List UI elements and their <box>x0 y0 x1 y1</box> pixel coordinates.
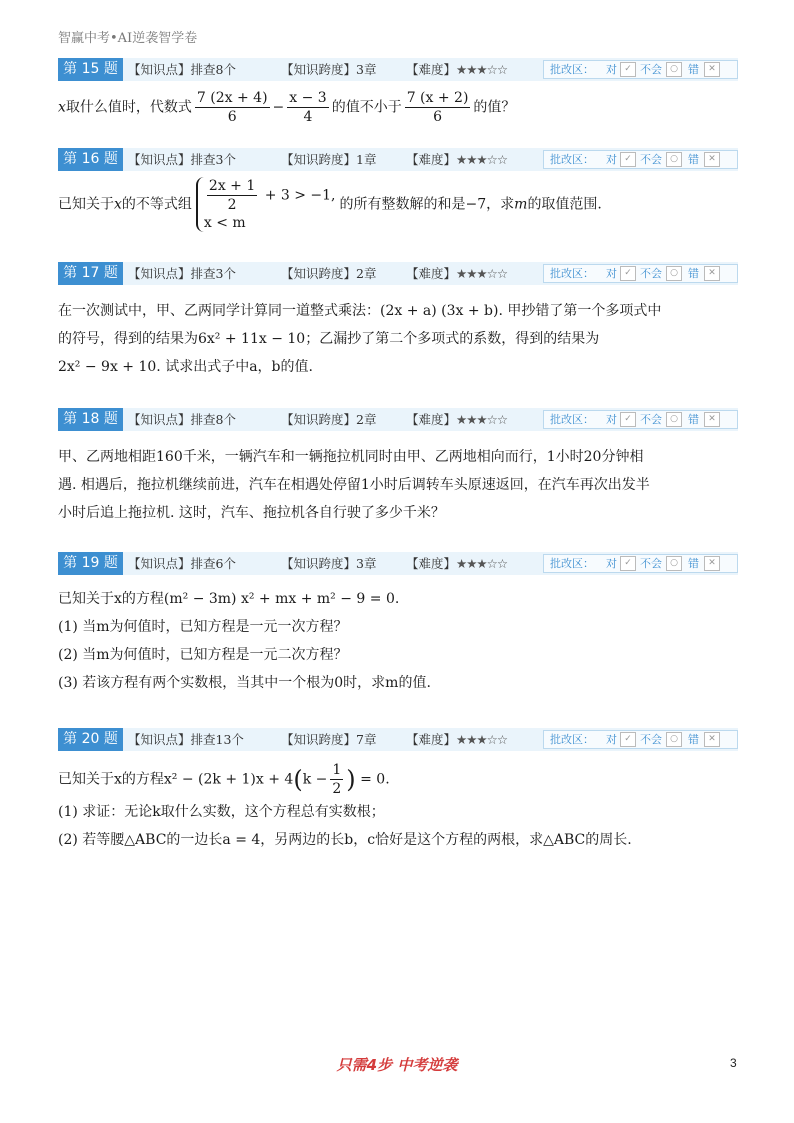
fraction: $\frac{7 (x + 2)}{6}$ <box>406 90 469 125</box>
wrong-checkbox[interactable]: ✕ <box>704 152 720 167</box>
question-19 <box>58 552 738 697</box>
question-number: 第 15 题 <box>58 58 123 81</box>
knowledge-span: 【知识跨度】7章 <box>281 732 377 747</box>
difficulty: 【难度】★★★☆☆ <box>406 62 508 77</box>
knowledge-span: 【知识跨度】2章 <box>281 266 377 281</box>
unknown-checkbox[interactable]: ○ <box>666 556 682 571</box>
knowledge-points: 【知识点】排查13个 <box>128 732 244 747</box>
footer-logo: 只需4步 中考逆袭 <box>336 1056 458 1074</box>
grading-area: 批改区： 对 ✓ 不会 ○ 错 ✕ <box>543 410 738 429</box>
knowledge-points: 【知识点】排查6个 <box>128 556 236 571</box>
fraction: $\frac{7 (2x + 4)}{6}$ <box>196 90 268 125</box>
grading-area: 批改区： 对 ✓ 不会 ○ 错 ✕ <box>543 264 738 283</box>
question-body: 已知关于x的方程(m² − 3m) x² + mx + m² − 9 = 0. (1) 当m为何值时，已知方程是一元一次方程？ (2) 当m为何值时，已知方程是一元二次方程？ (3) 若该方程有两个实数根，当其中一个根为0时，求m的值. <box>58 591 431 691</box>
question-number: 第 18 题 <box>58 408 123 431</box>
correct-checkbox[interactable]: ✓ <box>620 732 636 747</box>
question-number: 第 19 题 <box>58 552 123 575</box>
difficulty-stars: ★★★☆☆ <box>456 152 508 167</box>
unknown-checkbox[interactable]: ○ <box>666 152 682 167</box>
fraction: $\frac{1}{2}$ <box>332 762 342 797</box>
unknown-checkbox[interactable]: ○ <box>666 732 682 747</box>
difficulty-stars: ★★★☆☆ <box>456 556 508 571</box>
knowledge-span: 【知识跨度】3章 <box>281 62 377 77</box>
question-header <box>58 148 738 171</box>
wrong-checkbox[interactable]: ✕ <box>704 62 720 77</box>
question-header <box>58 552 738 575</box>
knowledge-points: 【知识点】排查8个 <box>128 62 236 77</box>
unknown-checkbox[interactable]: ○ <box>666 266 682 281</box>
running-title: 智赢中考•AI逆袭智学卷 <box>58 31 198 46</box>
question-16 <box>58 148 738 232</box>
correct-checkbox[interactable]: ✓ <box>620 556 636 571</box>
question-body: x取什么值时，代数式 $\frac{7 (2x + 4)}{6}$ − $\frac{x - 3}{4}$ 的值不小于 $\frac{7 (x + 2)}{6}$ 的值？ <box>58 90 516 125</box>
difficulty-stars: ★★★☆☆ <box>456 266 508 281</box>
question-body: 已知关于x的方程x² − (2k + 1)x + 4(k − $\frac{1}{2}$ ) = 0. (1) 求证：无论k取什么实数，这个方程总有实数根； (2) 若等腰△ABC的一边长a = 4，另两边的长b，c恰好是这个方程的两根，求△ABC的周长. <box>58 762 632 848</box>
difficulty-stars: ★★★☆☆ <box>456 732 508 747</box>
inequality-system: $\frac{2x + 1}{2}$ + 3 > −1, x < m <box>196 177 336 232</box>
question-15 <box>58 58 738 126</box>
difficulty-stars: ★★★☆☆ <box>456 412 508 427</box>
correct-checkbox[interactable]: ✓ <box>620 412 636 427</box>
question-body: 甲、乙两地相距160千米，一辆汽车和一辆拖拉机同时由甲、乙两地相向而行，1小时20分钟相 遇. 相遇后，拖拉机继续前进，汽车在相遇处停留1小时后调转车头原速返回，在汽车再次出发半 小时后追上拖拉机. 这时，汽车、拖拉机各自行驶了多少千米？ <box>58 449 650 521</box>
difficulty: 【难度】★★★☆☆ <box>406 266 508 281</box>
question-18 <box>58 408 738 527</box>
unknown-checkbox[interactable]: ○ <box>666 62 682 77</box>
wrong-checkbox[interactable]: ✕ <box>704 412 720 427</box>
knowledge-span: 【知识跨度】2章 <box>281 412 377 427</box>
grading-area: 批改区： 对 ✓ 不会 ○ 错 ✕ <box>543 60 738 79</box>
question-number: 第 20 题 <box>58 728 123 751</box>
difficulty: 【难度】★★★☆☆ <box>406 732 508 747</box>
wrong-checkbox[interactable]: ✕ <box>704 556 720 571</box>
question-body: 已知关于x的不等式组 $\frac{2x + 1}{2}$ + 3 > −1, x < m 的所有整数解的和是−7，求m的取值范围. <box>58 178 602 231</box>
correct-checkbox[interactable]: ✓ <box>620 152 636 167</box>
wrong-checkbox[interactable]: ✕ <box>704 732 720 747</box>
difficulty: 【难度】★★★☆☆ <box>406 412 508 427</box>
difficulty: 【难度】★★★☆☆ <box>406 152 508 167</box>
correct-checkbox[interactable]: ✓ <box>620 266 636 281</box>
question-header <box>58 262 738 285</box>
page-number: 3 <box>730 1056 737 1070</box>
question-header <box>58 728 738 751</box>
question-number: 第 16 题 <box>58 148 123 171</box>
question-header <box>58 58 738 81</box>
knowledge-points: 【知识点】排查8个 <box>128 412 236 427</box>
knowledge-span: 【知识跨度】3章 <box>281 556 377 571</box>
wrong-checkbox[interactable]: ✕ <box>704 266 720 281</box>
correct-checkbox[interactable]: ✓ <box>620 62 636 77</box>
fraction: $\frac{x - 3}{4}$ <box>289 90 327 125</box>
knowledge-span: 【知识跨度】1章 <box>281 152 377 167</box>
difficulty: 【难度】★★★☆☆ <box>406 556 508 571</box>
grading-area: 批改区： 对 ✓ 不会 ○ 错 ✕ <box>543 730 738 749</box>
question-number: 第 17 题 <box>58 262 123 285</box>
difficulty-stars: ★★★☆☆ <box>456 62 508 77</box>
question-17 <box>58 262 738 381</box>
knowledge-points: 【知识点】排查3个 <box>128 266 236 281</box>
question-20 <box>58 728 738 854</box>
grading-area: 批改区： 对 ✓ 不会 ○ 错 ✕ <box>543 150 738 169</box>
question-body: 在一次测试中，甲、乙两同学计算同一道整式乘法：(2x + a) (3x + b). 甲抄错了第一个多项式中 的符号，得到的结果为6x² + 11x − 10；乙漏抄了第二个多项式的系数，得到的结果为 2x² − 9x + 10. 试求出式子中a，b的值. <box>58 303 662 375</box>
unknown-checkbox[interactable]: ○ <box>666 412 682 427</box>
question-header <box>58 408 738 431</box>
knowledge-points: 【知识点】排查3个 <box>128 152 236 167</box>
grading-area: 批改区： 对 ✓ 不会 ○ 错 ✕ <box>543 554 738 573</box>
